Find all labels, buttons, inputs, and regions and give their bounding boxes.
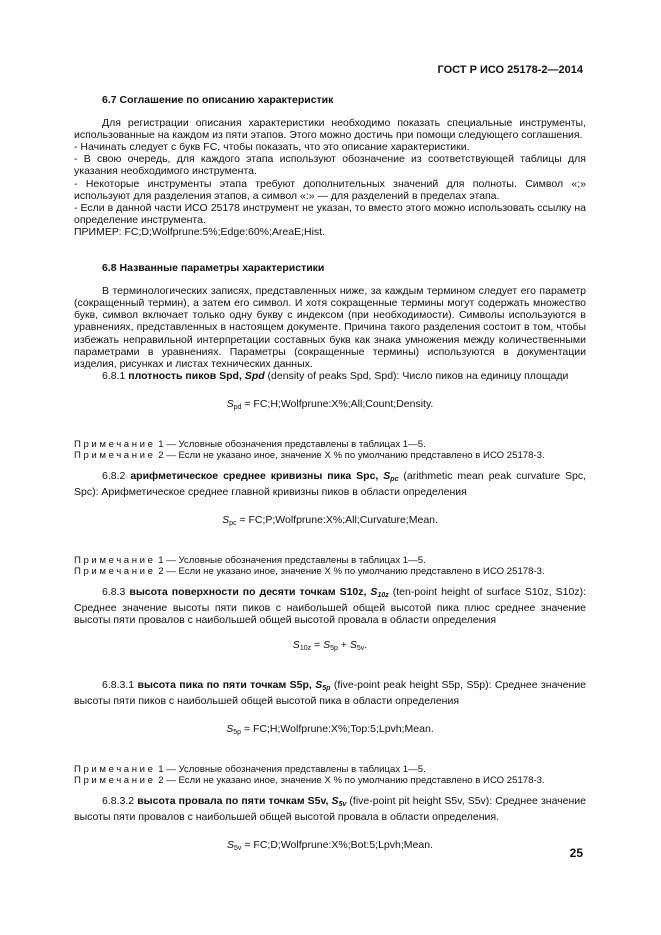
term-number: 6.8.3 — [102, 586, 126, 599]
term-number: 6.8.3.2 — [102, 794, 135, 807]
note: Примечание 1 — Условные обозначения представлены в таблицах 1—5. — [74, 555, 426, 567]
term-symbol: $S_{10z}$ — [370, 586, 389, 600]
term-definition: (density of peaks Spd, Spd): Число пиков на единицу площади — [264, 369, 569, 382]
term-entry-6-8-2 — [74, 470, 586, 498]
term-entry-6-8-1 — [74, 370, 586, 382]
term-symbol: $S_{5p}$ — [315, 678, 331, 692]
paragraph: Для регистрации описания характеристики необходимо показать специальные инструменты, использованные на каждом из пяти этапов. Этого можно достичь при помощи следующего соглашения. — [74, 117, 586, 142]
note: Примечание 2 — Если не указано иное, значение X % по умолчанию представлено в ИСО 25178-3. — [74, 449, 545, 461]
note: Примечание 1 — Условные обозначения представлены в таблицах 1—5. — [74, 438, 426, 450]
term-name: плотность пиков Spd, — [128, 369, 242, 382]
section-heading-6-7: 6.7 Соглашение по описанию характеристик — [102, 94, 334, 106]
page-number: 25 — [569, 846, 583, 860]
term-name: высота пика по пяти точкам S5p, — [137, 678, 312, 691]
term-definition: (arithmetic mean peak curvature Spc, Spc): Арифметическое среднее главной кривизны пиков в области определения — [74, 469, 587, 499]
term-number: 6.8.2 — [102, 469, 126, 482]
formula: $S_{5v}$ = FC;D;Wolfprune:X%;Bot:5;Lpvh;Mean. — [227, 839, 433, 853]
paragraph: В терминологических записях, представленных ниже, за каждым термином следует его параметр (сокращенный термин), а затем его символ. И хотя сокращенные термины могут содержать множество букв, символ включает только одну букву с индексом (при необходимости). Символы используются в уравнениях, представленных в настоящем документе. Причина такого разделения состоит в том, чтобы избежать неправильной интерпретации составных букв как знака умножения между количественными параметрами в уравнениях. Параметры (сокращенные термины) используются в документации изделия, рисунках и листах технических данных. — [74, 285, 586, 370]
term-definition: (ten-point height of surface S10z, S10z): Среднее значение высоты пяти пиков с наибольшей общей высотой пика плюс среднее значение высоты пяти провалов с наибольшей общей высотой провала в области определения — [74, 586, 587, 627]
example: ПРИМЕР: FC;D;Wolfprune:5%;Edge:60%;AreaE;Hist. — [74, 225, 326, 238]
term-symbol: Spd — [244, 369, 265, 382]
page-content — [74, 94, 586, 880]
term-definition: (five-point peak height S5p, S5p): Среднее значение высоты пяти пиков с наибольшей общей высотой пика в области определения — [74, 678, 586, 707]
formula: $S_{pd}$ = FC;H;Wolfprune:X%;All;Count;Density. — [226, 397, 434, 411]
term-entry-6-8-3-2 — [74, 795, 586, 823]
section-heading-6-8: 6.8 Названные параметры характеристики — [102, 262, 325, 275]
term-name: высота поверхности по десяти точкам S10z, — [129, 586, 367, 599]
term-symbol: $S_{5v}$ — [331, 794, 347, 808]
term-entry-6-8-3 — [74, 586, 586, 626]
term-symbol: $S_{pc}$ — [383, 469, 399, 483]
list-item: - Если в данной части ИСО 25178 инструмент не указан, то вместо этого можно использовать ссылку на определение инструмента. — [74, 201, 586, 226]
note: Примечание 2 — Если не указано иное, значение X % по умолчанию представлено в ИСО 25178-3. — [74, 566, 545, 578]
formula: $S_{5p}$ = FC;H;Wolfprune:X%;Top:5;Lpvh;Mean. — [226, 722, 434, 736]
formula: $S_{pc}$ = FC;P;Wolfprune:X%;All;Curvature;Mean. — [222, 514, 438, 528]
term-entry-6-8-3-1 — [74, 679, 586, 707]
list-item: - Некоторые инструменты этапа требуют дополнительных значений для полноты. Символ «;» используют для разделения этапов, а символ «:» — для разделений в пределах этапа. — [74, 177, 586, 202]
document-code: ГОСТ Р ИСО 25178-2—2014 — [437, 64, 583, 76]
term-definition: (five-point pit height S5v, S5v): Среднее значение высоты пяти провалов с наибольшей общей высотой провала в области определения. — [74, 794, 586, 823]
formula: $S_{10z} = S_{5p} + S_{5v}$. — [292, 638, 368, 652]
term-name: арифметическое среднее кривизны пика Spc, — [130, 469, 379, 482]
list-item: - Начинать следует с букв FC, чтобы показать, что это описание характеристики. — [74, 141, 470, 154]
list-item: - В свою очередь, для каждого этапа используют обозначение из соответствующей таблицы для указания необходимого инструмента. — [74, 153, 586, 178]
term-number: 6.8.1 — [102, 369, 126, 382]
note: Примечание 2 — Если не указано иное, значение X % по умолчанию представлено в ИСО 25178-3. — [74, 774, 545, 786]
term-number: 6.8.3.1 — [102, 678, 135, 691]
term-name: высота провала по пяти точкам S5v, — [137, 794, 329, 807]
note: Примечание 1 — Условные обозначения представлены в таблицах 1—5. — [74, 763, 426, 775]
